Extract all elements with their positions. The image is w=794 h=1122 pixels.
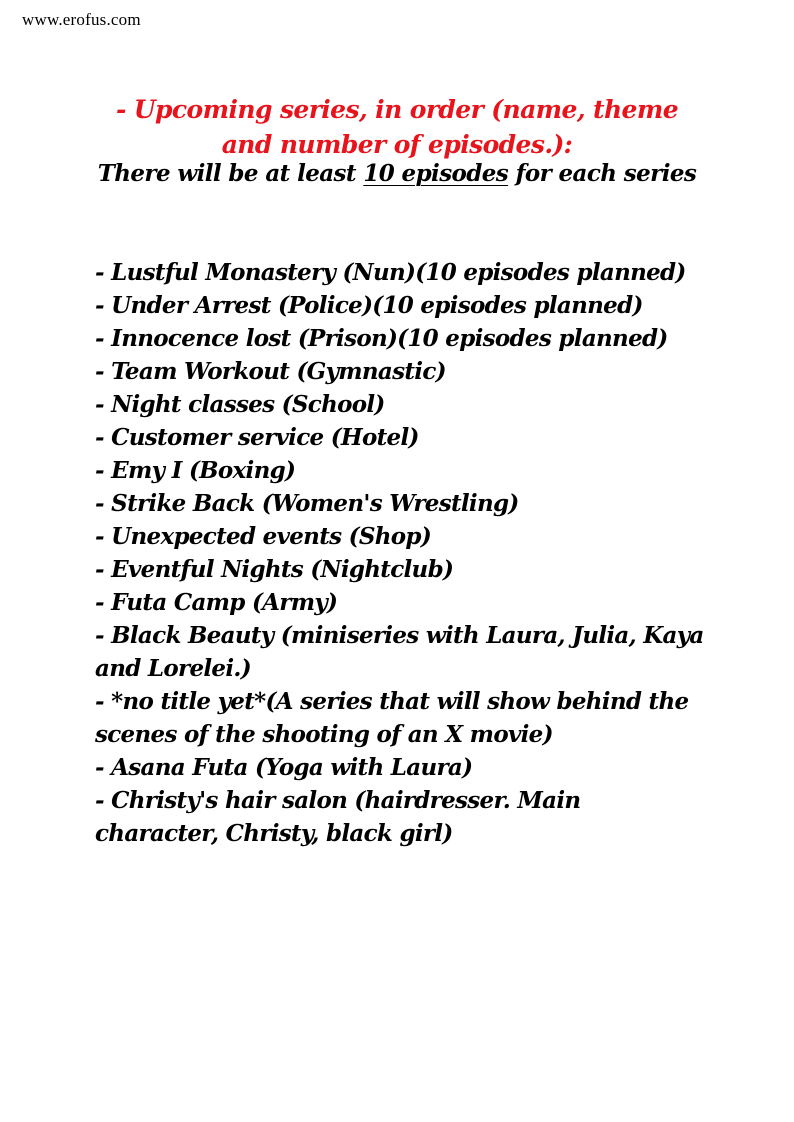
series-item: - Lustful Monastery (Nun)(10 episodes planned) [95, 259, 686, 286]
series-item: - Night classes (School) [95, 391, 385, 418]
subtitle-underlined-text: 10 episodes [363, 160, 509, 187]
subtitle-text-after: for each series [508, 160, 697, 187]
series-item: - Futa Camp (Army) [95, 589, 338, 616]
series-item: - Strike Back (Women's Wrestling) [95, 490, 519, 517]
series-item: - Emy I (Boxing) [95, 457, 296, 484]
site-watermark: www.erofus.com [22, 10, 141, 29]
series-item: - Unexpected events (Shop) [95, 523, 431, 550]
page-title: - Upcoming series, in order (name, theme and number of episodes.): [115, 95, 679, 159]
series-item: - Asana Futa (Yoga with Laura) [95, 754, 473, 781]
series-item: - Black Beauty (miniseries with Laura, Julia, Kaya and Lorelei.) [95, 622, 704, 682]
series-item: - Under Arrest (Police)(10 episodes planned) [95, 292, 643, 319]
series-item: - Christy's hair salon (hairdresser. Main character, Christy, black girl) [95, 787, 581, 847]
series-list [95, 256, 707, 850]
series-item: - Team Workout (Gymnastic) [95, 358, 446, 385]
page-subtitle [90, 158, 704, 190]
series-item: - Innocence lost (Prison)(10 episodes planned) [95, 325, 668, 352]
series-item: - Customer service (Hotel) [95, 424, 419, 451]
series-item: - *no title yet*(A series that will show behind the scenes of the shooting of an X movie) [95, 688, 689, 748]
subtitle-text-before: There will be at least [97, 160, 364, 187]
series-item: - Eventful Nights (Nightclub) [95, 556, 454, 583]
